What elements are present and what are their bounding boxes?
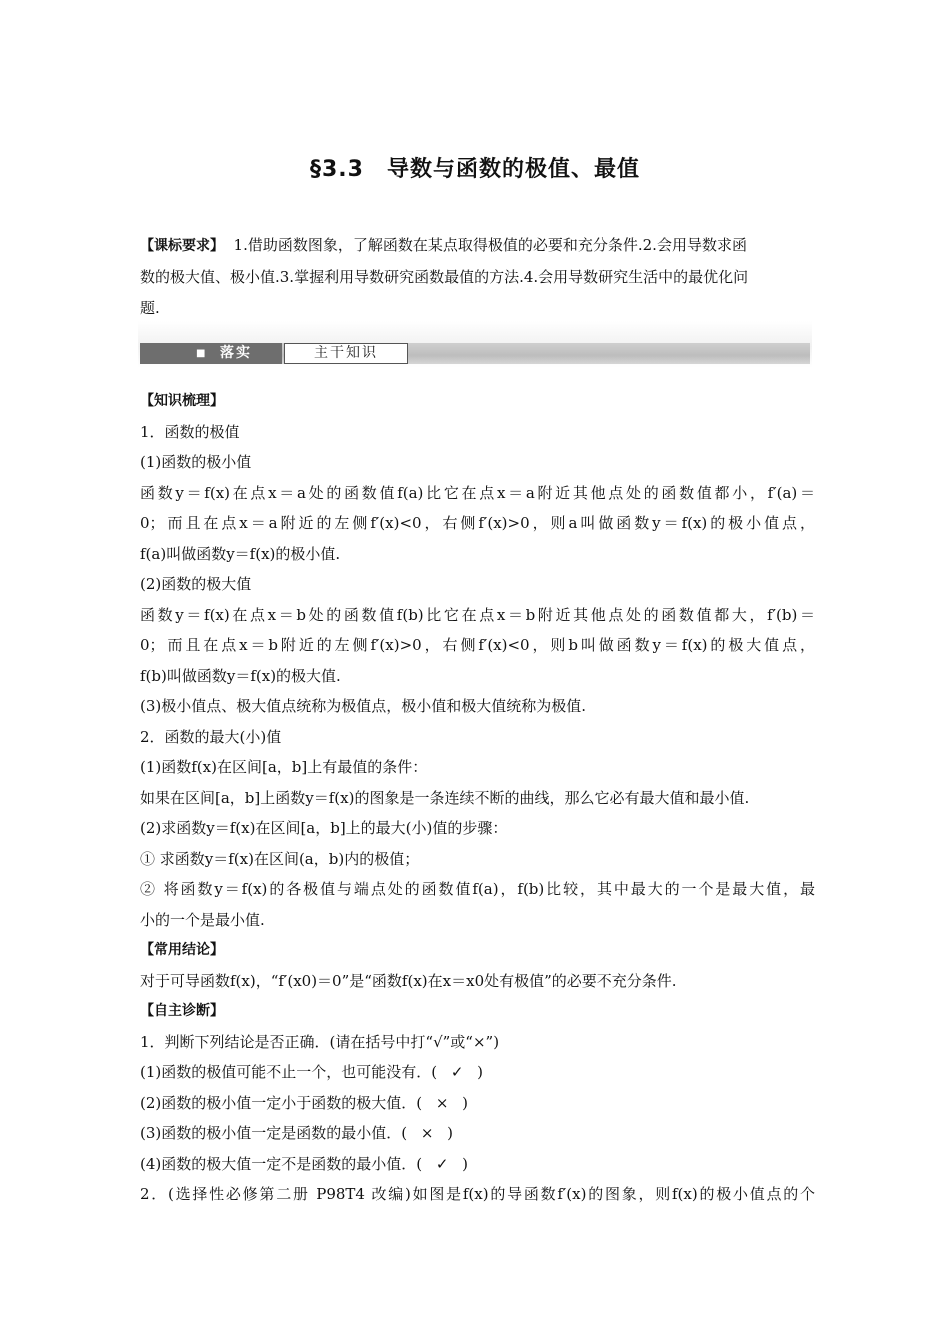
- judgement-item: [140, 1149, 815, 1180]
- section-2-title: 2．函数的最大(小)值: [140, 727, 282, 746]
- curriculum-requirements: [140, 230, 812, 324]
- section-banner: [138, 321, 812, 368]
- judgement-mark: ✓: [435, 1154, 449, 1173]
- section-1-item-3: (3)极小值点、极大值点统称为极值点，极小值和极大值统称为极值.: [140, 697, 587, 715]
- judgement-close: ): [447, 1124, 453, 1142]
- judgement-mark: ×: [420, 1124, 434, 1142]
- judgement-mark: ×: [435, 1093, 449, 1112]
- max-para-line-1: 函数y＝f(x)在点x＝b处的函数值f(b)比它在点x＝b附近其他点处的函数值都大，f′(b)＝: [140, 605, 815, 624]
- min-para-line-3: f(a)叫做函数y＝f(x)的极小值.: [140, 544, 341, 563]
- judgement-close: ): [462, 1154, 468, 1173]
- section-2-item-1b: 如果在区间[a，b]上函数y＝f(x)的图象是一条连续不断的曲线，那么它必有最大值和最小值.: [140, 788, 750, 807]
- section-2-step-2-line-2: 小的一个是最小值.: [140, 910, 265, 929]
- min-para-line-1: 函数y＝f(x)在点x＝a处的函数值f(a)比它在点x＝a附近其他点处的函数值都小，f′(a)＝: [140, 483, 815, 502]
- banner-left: [140, 343, 282, 364]
- banner-bullet-icon: ■: [196, 348, 206, 359]
- judgement-text: (1)函数的极值可能不止一个，也可能没有．(: [140, 1063, 438, 1081]
- requirements-line-2: 数的极大值、极小值.3.掌握利用导数研究函数最值的方法.4.会用导数研究生活中的最优化问: [140, 268, 749, 286]
- judgement-item: [140, 1118, 815, 1149]
- section-2-item-2: (2)求函数y＝f(x)在区间[a，b]上的最大(小)值的步骤：: [140, 819, 508, 837]
- min-para-line-2: 0；而且在点x＝a附近的左侧f′(x)<0，右侧f′(x)>0，则a叫做函数y＝f(x)的极小值点，: [140, 514, 815, 532]
- section-1-sub-1: (1)函数的极小值: [140, 453, 252, 471]
- main-content: [140, 386, 815, 1210]
- diagnosis-heading: 【自主诊断】: [140, 1003, 224, 1019]
- knowledge-heading: 【知识梳理】: [140, 393, 224, 409]
- question-1: 1．判断下列结论是否正确．(请在括号中打“√”或“×”): [140, 1032, 500, 1051]
- judgement-close: ): [462, 1093, 468, 1112]
- section-1-title: 1．函数的极值: [140, 422, 240, 441]
- requirements-line-1: [140, 230, 812, 262]
- max-para-line-3: f(b)叫做函数y＝f(x)的极大值.: [140, 666, 341, 685]
- requirements-line-3: 题.: [140, 299, 160, 317]
- common-heading: 【常用结论】: [140, 942, 224, 958]
- section-1-sub-2: (2)函数的极大值: [140, 575, 252, 593]
- banner-left-label: 落实: [220, 345, 252, 361]
- judgement-item: [140, 1088, 815, 1119]
- common-text: 对于可导函数f(x)，“f′(x0)＝0”是“函数f(x)在x＝x0处有极值”的必要不充分条件.: [140, 971, 677, 990]
- judgement-item: [140, 1057, 815, 1088]
- judgement-text: (2)函数的极小值一定小于函数的极大值．(: [140, 1093, 423, 1112]
- section-2-item-1: (1)函数f(x)在区间[a，b]上有最值的条件：: [140, 758, 428, 776]
- section-2-step-2-line-1: ② 将函数y＝f(x)的各极值与端点处的函数值f(a)，f(b)比较，其中最大的一个是最大值，最: [140, 880, 815, 898]
- banner-right-label: 主干知识: [284, 343, 408, 364]
- requirements-tag: 【课标要求】: [140, 238, 224, 254]
- requirements-text-1: 1.借助函数图象，了解函数在某点取得极值的必要和充分条件.2.会用导数求函: [233, 236, 747, 254]
- judgement-text: (4)函数的极大值一定不是函数的最小值．(: [140, 1154, 423, 1173]
- section-2-step-1: ① 求函数y＝f(x)在区间(a，b)内的极值；: [140, 849, 420, 868]
- judgement-close: ): [477, 1063, 483, 1081]
- judgement-mark: ✓: [450, 1063, 464, 1081]
- judgement-text: (3)函数的极小值一定是函数的最小值．(: [140, 1124, 408, 1142]
- question-2: 2．(选择性必修第二册 P98T4 改编)如图是f(x)的导函数f′(x)的图象，则f(x)的极小值点的个: [140, 1185, 815, 1203]
- page-title: §3.3 导数与函数的极值、最值: [310, 157, 640, 182]
- max-para-line-2: 0；而且在点x＝b附近的左侧f′(x)>0，右侧f′(x)<0，则b叫做函数y＝f(x)的极大值点，: [140, 636, 815, 654]
